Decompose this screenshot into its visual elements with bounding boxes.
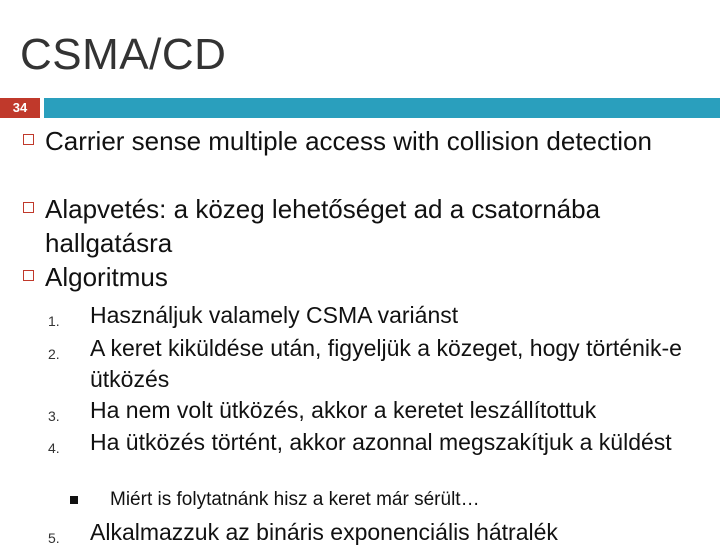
step-text: A keret kiküldése után, figyeljük a közeget, hogy történik-e ütközés bbox=[90, 335, 682, 392]
hollow-square-bullet-icon bbox=[23, 202, 34, 213]
step-number: 1. bbox=[48, 313, 60, 329]
step-text: Alkalmazzuk az bináris exponenciális hátralék bbox=[90, 519, 558, 545]
bullet-item bbox=[45, 260, 695, 294]
step-text: Használjuk valamely CSMA variánst bbox=[90, 302, 459, 328]
step-number: 2. bbox=[48, 346, 60, 362]
sub-bullet-item bbox=[110, 487, 690, 513]
step-text: Ha ütközés történt, akkor azonnal megszakítjuk a küldést bbox=[90, 429, 672, 455]
slide-number-badge: 34 bbox=[0, 98, 40, 118]
step-number: 3. bbox=[48, 408, 60, 424]
hollow-square-bullet-icon bbox=[23, 134, 34, 145]
step-text: Ha nem volt ütközés, akkor a keretet leszállítottuk bbox=[90, 397, 597, 423]
sub-bullet-text: Miért is folytatnánk hisz a keret már sérült… bbox=[110, 489, 480, 510]
slide-title: CSMA/CD bbox=[20, 30, 227, 79]
algorithm-step bbox=[48, 517, 700, 548]
bullet-text: Algoritmus bbox=[45, 262, 168, 292]
algorithm-step bbox=[48, 395, 700, 426]
bullet-text: Alapvetés: a közeg lehetőséget ad a csatornába hallgatásra bbox=[45, 194, 601, 258]
step-number: 5. bbox=[48, 530, 60, 546]
algorithm-step bbox=[48, 333, 700, 395]
algorithm-step bbox=[48, 300, 700, 331]
bullet-item bbox=[45, 124, 695, 158]
step-number: 4. bbox=[48, 440, 60, 456]
bullet-text: Carrier sense multiple access with collision detection bbox=[45, 126, 652, 156]
bullet-item bbox=[45, 192, 695, 260]
algorithm-step bbox=[48, 427, 700, 458]
hollow-square-bullet-icon bbox=[23, 270, 34, 281]
filled-square-bullet-icon bbox=[70, 496, 78, 504]
